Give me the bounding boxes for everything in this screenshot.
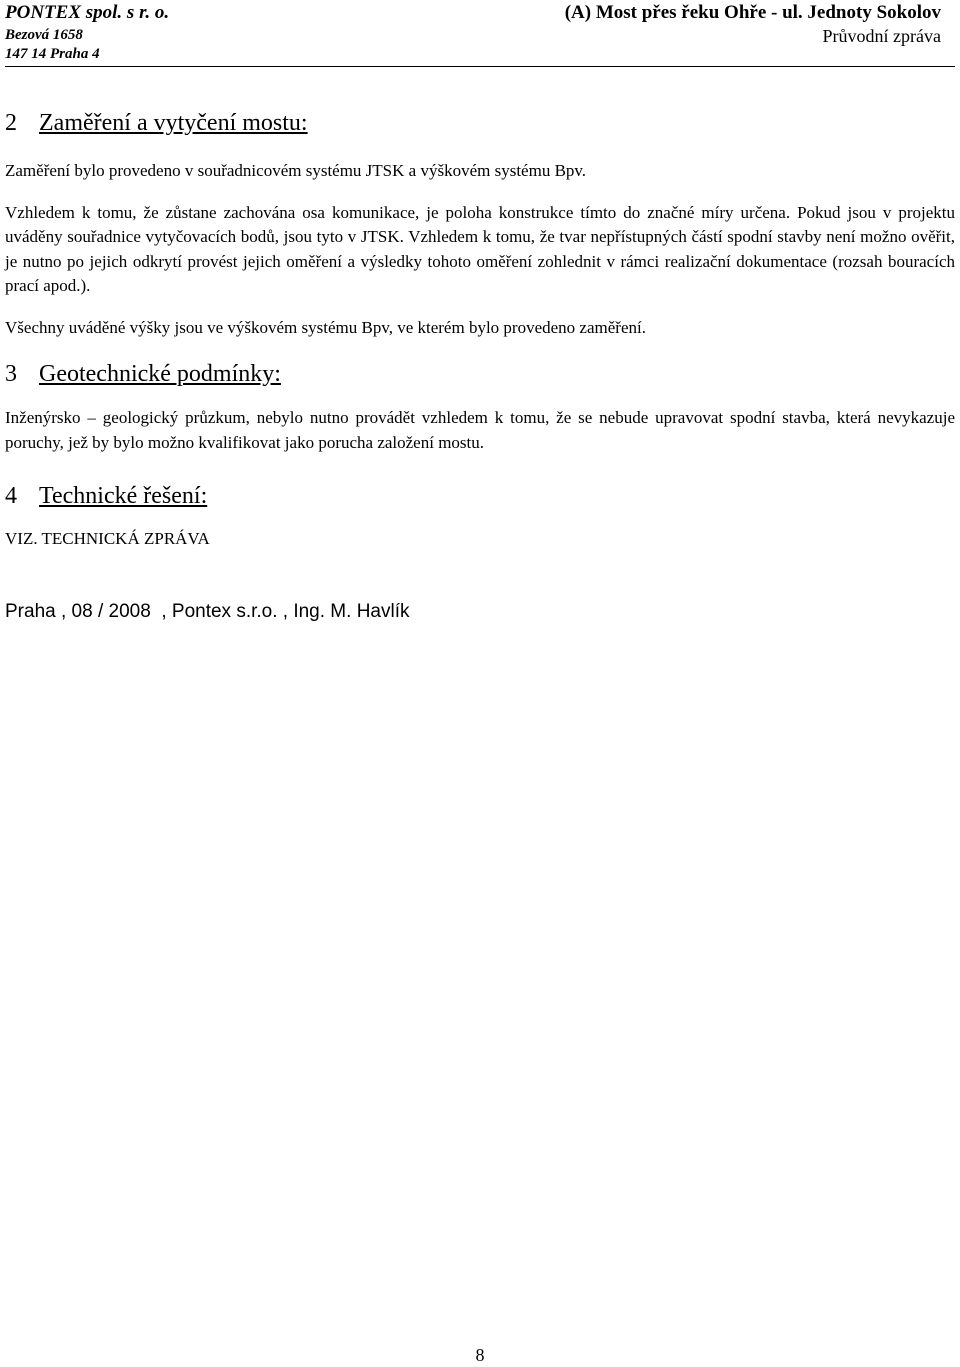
section-heading (5, 481, 955, 511)
section-2 (5, 108, 955, 340)
section-3 (5, 359, 955, 455)
section-number: 2 (5, 110, 17, 136)
paragraph: Zaměření bylo provedeno v souřadnicovém systému JTSK a výškovém systému Bpv. (5, 161, 587, 180)
section-title: Geotechnické podmínky: (39, 361, 281, 387)
section-heading (5, 108, 955, 138)
page-number: 8 (475, 1345, 485, 1365)
paragraph: Inženýrsko – geologický průzkum, nebylo nutno provádět vzhledem k tomu, že se nebude upravovat spodní stavba, která nevykazuje poruchy, jež by bylo možno kvalifikovat jako porucha založení mostu. (5, 408, 955, 452)
paragraph: Všechny uváděné výšky jsou ve výškovém systému Bpv, ve kterém bylo provedeno zaměření. (5, 317, 646, 337)
section-title: Zaměření a vytyčení mostu: (39, 110, 308, 136)
paragraph: VIZ. TECHNICKÁ ZPRÁVA (5, 529, 210, 548)
section-4 (5, 481, 955, 552)
section-number: 3 (5, 361, 17, 387)
company-name: PONTEX spol. s r. o. (5, 2, 170, 23)
company-street: Bezová 1658 (5, 27, 83, 43)
section-title: Technické řešení: (39, 483, 208, 509)
signature-line: Praha , 08 / 2008 , Pontex s.r.o. , Ing. M. Havlík (5, 600, 410, 622)
document-type: Průvodní zpráva (822, 26, 941, 46)
document-body (5, 108, 955, 624)
section-heading (5, 359, 955, 389)
header-rule (5, 66, 955, 67)
project-title: (A) Most přes řeku Ohře - ul. Jednoty Sokolov (564, 2, 941, 23)
page-header (5, 0, 955, 66)
section-number: 4 (5, 483, 17, 509)
company-city: 147 14 Praha 4 (5, 46, 100, 62)
paragraph: Vzhledem k tomu, že zůstane zachována osa komunikace, je poloha konstrukce tímto do značné míry určena. Pokud jsou v projektu uváděny souřadnice vytyčovacích bodů, jsou tyto v JTSK. Vzhledem k tomu, že tvar nepřístupných částí spodní stavby není možno ověřit, je nutno po jejich odkrytí provést jejich oměření a výsledky tohoto oměření zohlednit v rámci realizační dokumentace (rozsah bouracích prací apod.). (5, 202, 955, 295)
